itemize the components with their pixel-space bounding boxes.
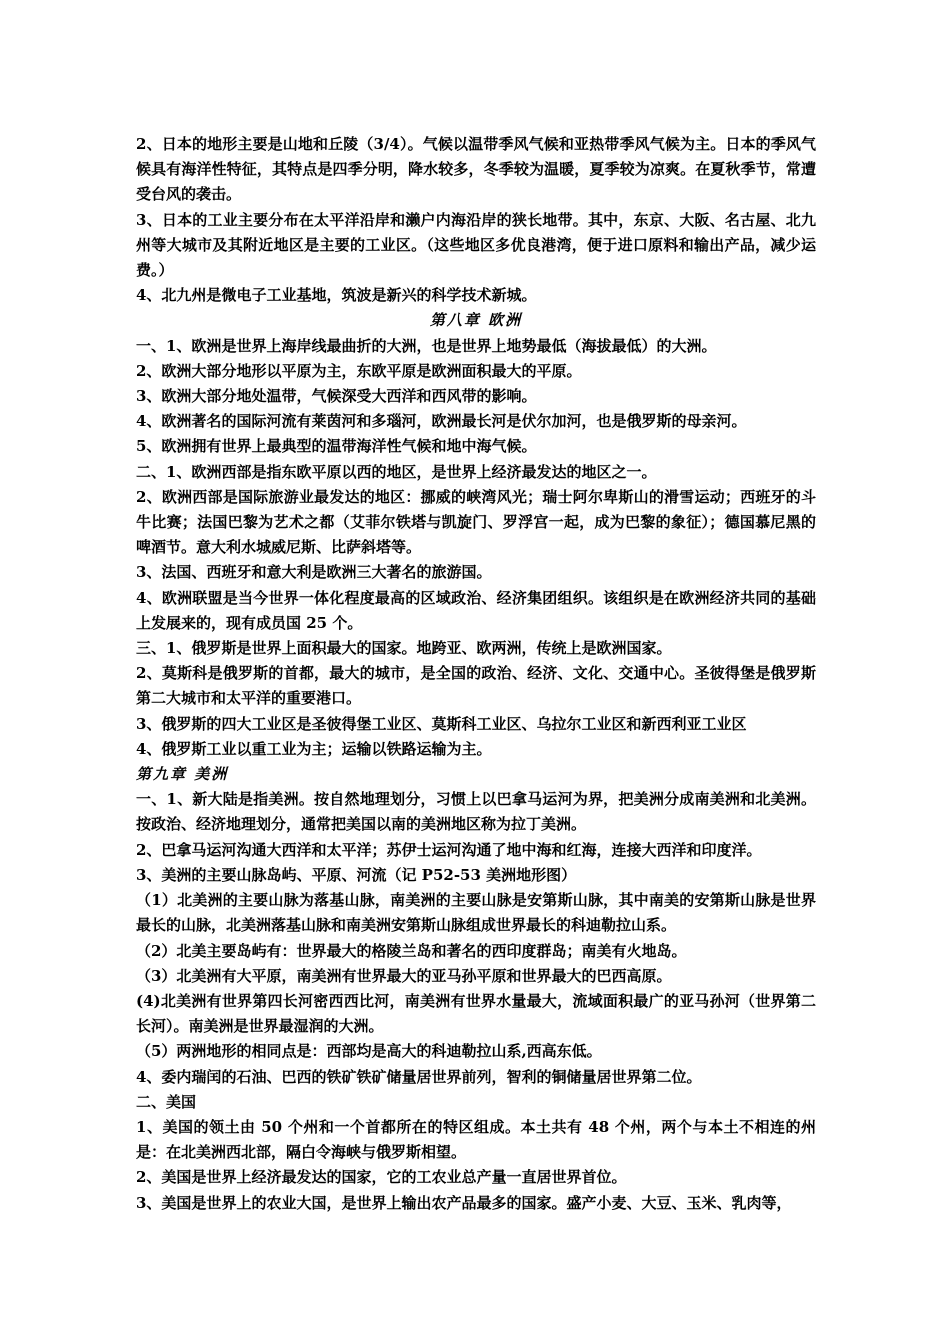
paragraph: 3、法国、西班牙和意大利是欧洲三大著名的旅游国。 — [136, 563, 492, 582]
document-page — [136, 132, 816, 1216]
paragraph: 4、欧洲联盟是当今世界一体化程度最高的区域政治、经济集团组织。该组织是在欧洲经济共同的基础上发展来的，现有成员国 25 个。 — [136, 588, 816, 632]
paragraph: (4)北美洲有世界第四长河密西西比河，南美洲有世界水量最大，流域面积最广的亚马孙河（世界第二长河）。南美洲是世界最湿润的大洲。 — [136, 991, 816, 1036]
paragraph: 一、1、新大陆是指美洲。按自然地理划分，习惯上以巴拿马运河为界，把美洲分成南美洲和北美洲。按政治、经济地理划分，通常把美国以南的美洲地区称为拉丁美洲。 — [136, 790, 816, 834]
paragraph: 4、欧洲著名的国际河流有莱茵河和多瑙河，欧洲最长河是伏尔加河，也是俄罗斯的母亲河。 — [136, 412, 747, 431]
paragraph: 2、美国是世界上经济最发达的国家，它的工农业总产量一直居世界首位。 — [136, 1168, 627, 1187]
paragraph: 一、1、欧洲是世界上海岸线最曲折的大洲，也是世界上地势最低（海拔最低）的大洲。 — [136, 336, 717, 355]
paragraph: （2）北美主要岛屿有：世界最大的格陵兰岛和著名的西印度群岛；南美有火地岛。 — [136, 941, 687, 960]
chapter-heading: 第八章 欧洲 — [429, 311, 523, 330]
paragraph: 2、莫斯科是俄罗斯的首都，最大的城市，是全国的政治、经济、文化、交通中心。圣彼得堡是俄罗斯第二大城市和太平洋的重要港口。 — [136, 664, 816, 708]
paragraph: 5、欧洲拥有世界上最典型的温带海洋性气候和地中海气候。 — [136, 437, 537, 456]
paragraph: 4、俄罗斯工业以重工业为主；运输以铁路运输为主。 — [136, 739, 492, 758]
paragraph: （5）两洲地形的相同点是：西部均是高大的科迪勒拉山系,西高东低。 — [136, 1042, 602, 1061]
paragraph: 3、美国是世界上的农业大国，是世界上输出农产品最多的国家。盛产小麦、大豆、玉米、乳肉等， — [136, 1193, 792, 1212]
paragraph: 2、巴拿马运河沟通大西洋和太平洋；苏伊士运河沟通了地中海和红海，连接大西洋和印度洋。 — [136, 840, 762, 859]
paragraph: 1、美国的领土由 50 个州和一个首都所在的特区组成。本土共有 48 个州，两个与本土不相连的州是：在北美洲西北部，隔白令海峡与俄罗斯相望。 — [136, 1117, 816, 1162]
paragraph: 4、委内瑞闰的石油、巴西的铁矿铁矿储量居世界前列，智利的铜储量居世界第二位。 — [136, 1067, 702, 1086]
paragraph: 3、俄罗斯的四大工业区是圣彼得堡工业区、莫斯科工业区、乌拉尔工业区和新西利亚工业区 — [136, 714, 747, 733]
paragraph: （3）北美洲有大平原，南美洲有世界最大的亚马孙平原和世界最大的巴西高原。 — [136, 966, 672, 985]
paragraph: 4、北九州是微电子工业基地，筑波是新兴的科学技术新城。 — [136, 286, 537, 305]
paragraph: 3、日本的工业主要分布在太平洋沿岸和濑户内海沿岸的狭长地带。其中，东京、大阪、名古屋、北九州等大城市及其附近地区是主要的工业区。（这些地区多优良港湾，便于进口原料和输出产品，减少运费。） — [136, 210, 816, 280]
chapter-heading: 第九章 美洲 — [136, 765, 229, 784]
paragraph: 二、美国 — [136, 1092, 197, 1111]
paragraph: 2、欧洲大部分地形以平原为主，东欧平原是欧洲面积最大的平原。 — [136, 361, 582, 380]
paragraph: 2、日本的地形主要是山地和丘陵（3/4）。气候以温带季风气候和亚热带季风气候为主。日本的季风气候具有海洋性特征，其特点是四季分明，降水较多，冬季较为温暖，夏季较为凉爽。在夏秋季节，常遭受台风的袭击。 — [136, 135, 816, 204]
paragraph: 二、1、欧洲西部是指东欧平原以西的地区，是世界上经济最发达的地区之一。 — [136, 462, 657, 481]
paragraph: 2、欧洲西部是国际旅游业最发达的地区：挪威的峡湾风光；瑞士阿尔卑斯山的滑雪运动；西班牙的斗牛比赛；法国巴黎为艺术之都（艾菲尔铁塔与凯旋门、罗浮宫一起，成为巴黎的象征）；德国慕尼黑的啤酒节。意大利水城威尼斯、比萨斜塔等。 — [136, 487, 816, 557]
paragraph: 三、1、俄罗斯是世界上面积最大的国家。地跨亚、欧两洲，传统上是欧洲国家。 — [136, 639, 672, 658]
paragraph: （1）北美洲的主要山脉为落基山脉，南美洲的主要山脉是安第斯山脉，其中南美的安第斯山脉是世界最长的山脉，北美洲落基山脉和南美洲安第斯山脉组成世界最长的科迪勒拉山系。 — [136, 891, 816, 935]
paragraph: 3、欧洲大部分地处温带，气候深受大西洋和西风带的影响。 — [136, 387, 537, 406]
paragraph: 3、美洲的主要山脉岛屿、平原、河流（记 P52-53 美洲地形图） — [136, 865, 577, 884]
